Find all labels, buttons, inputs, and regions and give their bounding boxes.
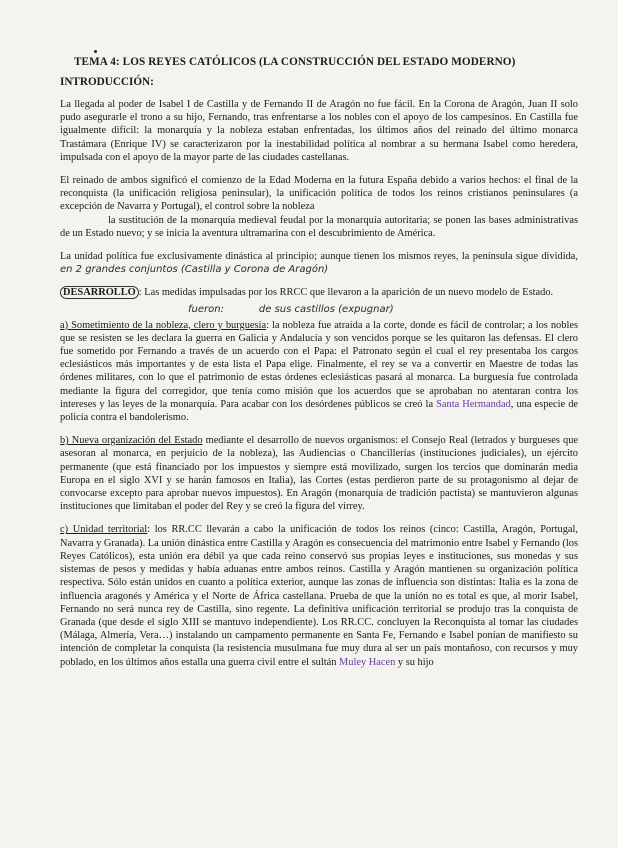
section-b-paragraph bbox=[60, 434, 578, 513]
section-c-text-1: : los RR.CC llevarán a cabo la unificación de todos los reinos (cinco: Castilla, Aragón, Portugal, Navarra y Granada). La unión dinástica entre Castilla y Aragón es consecuencia del matrimonio entre Isabel y Fernando (los Reyes Católicos), esta unión era débil ya que cada reino conservó sus propias leyes e instituciones, sus monedas y sus sistemas de pesos y medidas y había aduanas entre ambos reinos. Castilla y Aragón mantienen su organización política respectiva. Sólo están unidos en cuanto a política exterior, aunque las zonas de influencia son distintas: Italia es la zona de influencia aragonés y América y el Norte de África castellana. Prueba de que la unión no es total es que, al morir Isabel, Fernando no será nunca rey de Castilla, sino regente. La definitiva unificación territorial se produjo tras la conquista de Granada (que desde el siglo XIII se mantuvo independiente). Los RR.CC. concluyen la Reconquista al tomar las ciudades (Málaga, Almería, Vera…) instalando un campamento permanente en Santa Fe, Fernando e Isabel ponían de manifiesto su intención de completar la conquista (la resistencia musulmana fue muy dura al ser un país montañoso, con recursos y muy poblado, en los últimos años estalla una guerra civil entre el sultán bbox=[60, 524, 578, 668]
desarrollo-text: : Las medidas impulsadas por los RRCC que llevaron a la aparición de un nuevo modelo de Estado. bbox=[138, 287, 554, 299]
section-a-text-2: , una especie de policía contra el bandolerismo. bbox=[60, 398, 578, 424]
section-a-paragraph bbox=[60, 319, 578, 425]
intro-paragraph-2a: El reinado de ambos significó el comienzo de la Edad Moderna en la futura España debido a varios hechos: el final de la reconquista (la unificación religiosa peninsular), la unificación política de todos los reinos cristianos peninsulares (a excepción de Navarra y Portugal), el control sobre la nobleza bbox=[60, 175, 578, 213]
section-b-label: b) Nueva organización del Estado bbox=[60, 435, 203, 447]
intro-paragraph-2 bbox=[60, 174, 578, 240]
intro-paragraph-3 bbox=[60, 250, 578, 276]
intro-heading: INTRODUCCIÓN: bbox=[60, 76, 154, 88]
section-a-label: a) Sometimiento de la nobleza, clero y burguesía bbox=[60, 319, 267, 331]
intro-paragraph-1: La llegada al poder de Isabel I de Castilla y de Fernando II de Aragón no fue fácil. En la Corona de Aragón, Juan II solo pudo asegurarle el trono a su hijo, Fernando, tras enfrentarse a los nobles con el apoyo de los campesinos. En Castilla fue igualmente difícil: la monarquía y la nobleza estaban enfrentadas, los últimos años del reinado del último monarca Trastámara (Enrique IV) se caracterizaron por la inestabilidad política al nombrar a su hermana Isabel como heredera, impulsada con el apoyo de la mayor parte de las ciudades castellanas. bbox=[60, 99, 578, 163]
intro-paragraph-3-text: La unidad política fue exclusivamente dinástica al principio; aunque tienen los mismos reyes, la península sigue dividida, bbox=[60, 251, 578, 263]
section-a-text-1: : la nobleza fue atraída a la corte, donde es fácil de controlar; a los nobles que se resisten se les declara la guerra en Galicia y Andalucía y son vencidos porque se les quitaron las defensas. El clero fue sometido por Fernando a través de un acuerdo con el Papa: el Patronato según el cual el rey presentaba los cargos eclesiásticos más importantes y de esta lista el Papa elige. Finalmente, el rey se va a convertir en Maestre de todas las órdenes militares, con lo que el patrimonio de estas órdenes eclesiásticas pasará al monarca. La burguesía fue controlada mediante la figura del corregidor, que tenía como misión que los acuerdos que se aprobaban no atentaran contra los intereses y las leyes de la monarquía. Para acabar con los desórdenes públicos se creó la bbox=[60, 319, 578, 410]
desarrollo-label: DESARROLLO bbox=[60, 286, 139, 299]
bullet-dot bbox=[94, 50, 97, 53]
handwritten-note-3: de sus castillos (expugnar) bbox=[258, 303, 394, 315]
section-c-paragraph bbox=[60, 523, 578, 668]
section-a-highlight: Santa Hermandad bbox=[436, 398, 511, 410]
desarrollo-paragraph bbox=[60, 286, 578, 299]
handwritten-note-1: en 2 grandes conjuntos (Castilla y Corona de Aragón) bbox=[60, 264, 329, 276]
section-c-text-2: y su hijo bbox=[395, 656, 434, 668]
section-c-highlight: Muley Hacen bbox=[339, 656, 396, 668]
section-c-label: c) Unidad territorial bbox=[60, 524, 148, 536]
handwritten-note-2: fueron: bbox=[188, 303, 224, 315]
intro-paragraph-2b: la sustitución de la monarquía medieval feudal por la monarquía autoritaria; se ponen las bases administrativas de un Estado nuevo; y se inicia la aventura ultramarina con el descubrimiento de América. bbox=[60, 214, 578, 239]
handwritten-notes-row bbox=[188, 304, 578, 315]
page-title: TEMA 4: LOS REYES CATÓLICOS (LA CONSTRUCCIÓN DEL ESTADO MODERNO) bbox=[74, 56, 516, 68]
section-b-text: mediante el desarrollo de nuevos organismos: el Consejo Real (letrados y burgueses que asesoran al monarca, en perjuicio de la nobleza), las Audiencias o Chancillerías (instituciones judiciales), un ejército permanente (que está financiado por los impuestos y siempre está movilizado, surgen los tercios que dominarán media Europa en el siglo XVI y se harán famosos en Italia), las Cortes (estas perdieron parte de su protagonismo al dejar de convocarse excepto para aprobar nuevos impuestos). En Aragón (monarquía de tradición pactista) se mantuvieron algunas instituciones que limitaban el poder del Rey y se creó la figura del virrey. bbox=[60, 435, 579, 513]
